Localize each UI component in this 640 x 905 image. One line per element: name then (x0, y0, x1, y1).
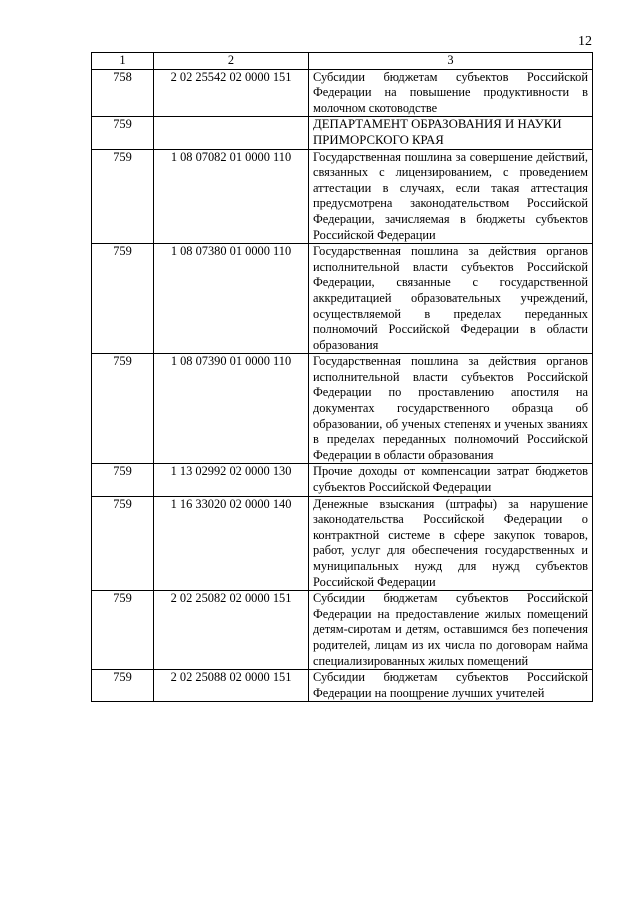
description-cell: Субсидии бюджетам субъектов Российской Федерации на предоставление жилых помещений детям-сиротам и детям, оставшимся без попечения родителей, лицам из их числа по договорам найма специализированных жилых помещений (309, 591, 593, 670)
table-row-department (92, 117, 593, 149)
description-cell: Денежные взыскания (штрафы) за нарушение законодательства Российской Федерации о контрактной системе в сфере закупок товаров, работ, услуг для обеспечения государственных и муниципальных нужд для нужд субъектов Российской Федерации (309, 496, 593, 591)
table-row (92, 354, 593, 464)
page-number: 12 (578, 34, 592, 49)
department-name-cell: ДЕПАРТАМЕНТ ОБРАЗОВАНИЯ И НАУКИ ПРИМОРСКОГО КРАЯ (309, 117, 593, 149)
revenue-code-cell: 1 08 07380 01 0000 110 (154, 244, 309, 354)
column-header-3: 3 (309, 53, 593, 70)
admin-code-cell: 759 (92, 149, 154, 244)
table-row (92, 244, 593, 354)
table-header-row (92, 53, 593, 70)
admin-code-cell: 759 (92, 496, 154, 591)
column-header-2: 2 (154, 53, 309, 70)
description-cell: Государственная пошлина за совершение действий, связанных с лицензированием, с проведением аттестации в случаях, если такая аттестация предусмотрена законодательством Российской Федерации, зачисляемая в бюджеты субъектов Российской Федерации (309, 149, 593, 244)
revenue-code-cell: 1 16 33020 02 0000 140 (154, 496, 309, 591)
description-cell: Государственная пошлина за действия органов исполнительной власти субъектов Российской Федерации по проставлению апостиля на документах государственного образца об образовании, об ученых степенях и ученых званиях в пределах переданных полномочий Российской Федерации в области образования (309, 354, 593, 464)
revenue-codes-table (91, 52, 593, 702)
revenue-code-cell: 2 02 25088 02 0000 151 (154, 670, 309, 702)
table-row (92, 149, 593, 244)
revenue-code-cell: 1 08 07082 01 0000 110 (154, 149, 309, 244)
description-cell: Прочие доходы от компенсации затрат бюджетов субъектов Российской Федерации (309, 464, 593, 496)
table-row (92, 69, 593, 117)
column-header-1: 1 (92, 53, 154, 70)
table-row (92, 670, 593, 702)
table-row (92, 591, 593, 670)
revenue-code-cell: 1 08 07390 01 0000 110 (154, 354, 309, 464)
table-row (92, 496, 593, 591)
table-row (92, 464, 593, 496)
admin-code-cell: 759 (92, 670, 154, 702)
admin-code-cell: 759 (92, 244, 154, 354)
description-cell: Государственная пошлина за действия органов исполнительной власти субъектов Российской Федерации, связанные с государственной аккредитацией образовательных учреждений, осуществляемой в пределах переданных полномочий Российской Федерации в области образования (309, 244, 593, 354)
revenue-code-cell: 2 02 25542 02 0000 151 (154, 69, 309, 117)
admin-code-cell: 759 (92, 591, 154, 670)
description-cell: Субсидии бюджетам субъектов Российской Федерации на повышение продуктивности в молочном скотоводстве (309, 69, 593, 117)
admin-code-cell: 759 (92, 117, 154, 149)
description-cell: Субсидии бюджетам субъектов Российской Федерации на поощрение лучших учителей (309, 670, 593, 702)
revenue-code-cell (154, 117, 309, 149)
admin-code-cell: 758 (92, 69, 154, 117)
admin-code-cell: 759 (92, 354, 154, 464)
admin-code-cell: 759 (92, 464, 154, 496)
revenue-code-cell: 2 02 25082 02 0000 151 (154, 591, 309, 670)
revenue-code-cell: 1 13 02992 02 0000 130 (154, 464, 309, 496)
